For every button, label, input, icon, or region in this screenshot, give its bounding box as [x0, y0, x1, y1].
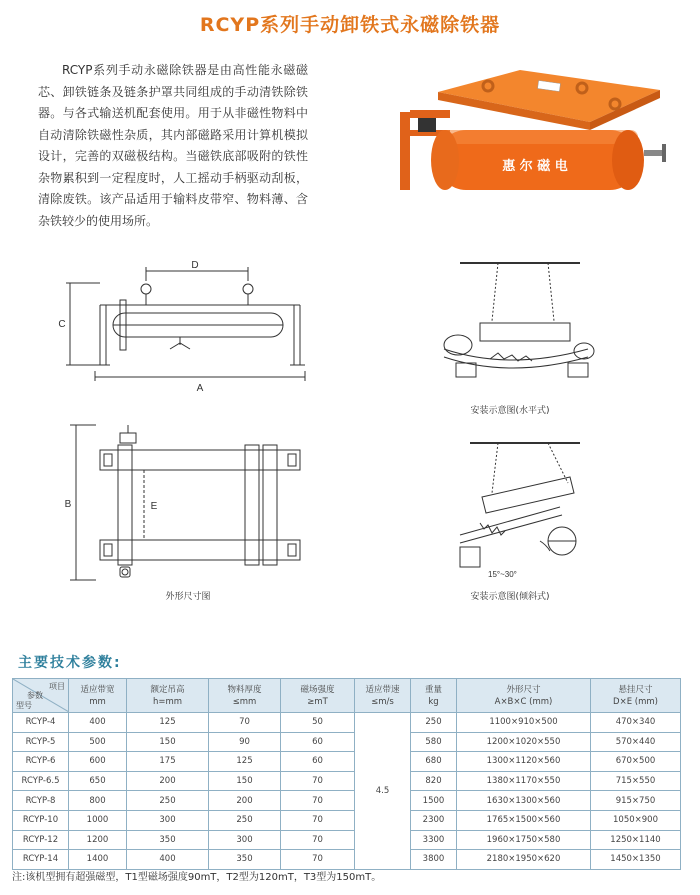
table-row: RCYP-10 1000 300 250 70 2300 1765×1500×560 1050×900: [13, 810, 681, 830]
page-title: RCYP系列手动卸铁式永磁除铁器: [199, 14, 501, 36]
caption-inclined: 安装示意图(倾斜式): [470, 592, 550, 602]
column-header: 适应带宽 mm: [69, 679, 127, 713]
horizontal-install-view: [444, 263, 594, 377]
frame-leg: [400, 112, 410, 190]
table-corner-header: 项目 参数 型号: [13, 679, 69, 713]
table-row: RCYP-8 800 250 200 70 1500 1630×1300×560 915×750: [13, 791, 681, 811]
caption-dimensions: 外形尺寸图: [165, 592, 211, 602]
table-row: RCYP-5 500 150 90 60 580 1200×1020×550 570×440: [13, 732, 681, 752]
table-row: RCYP-12 1200 350 300 70 3300 1960×1750×580 1250×1140: [13, 830, 681, 850]
chain-guard: [418, 118, 436, 132]
dim-label-b: B: [64, 499, 72, 510]
column-header: 重量 kg: [411, 679, 457, 713]
column-header: 悬挂尺寸 D×E (mm): [591, 679, 681, 713]
dim-label-c: C: [58, 319, 66, 330]
table-row: RCYP-4 400 125 70 50 4.5 250 1100×910×500 470×340: [13, 713, 681, 733]
column-header: 磁场强度 ≥mT: [281, 679, 355, 713]
section-heading: 主要技术参数:: [18, 655, 122, 671]
dim-label-e: E: [150, 501, 158, 512]
technical-drawings: [40, 245, 680, 615]
table-row: RCYP-6.5 650 200 150 70 820 1380×1170×550 715×550: [13, 771, 681, 791]
product-photo: [360, 52, 680, 212]
front-view: [66, 267, 305, 381]
intro-paragraph: RCYP系列手动永磁除铁器是由高性能永磁磁芯、卸铁链条及链条护罩共同组成的手动清铁除铁器。与各式输送机配套使用。用于从非磁性物料中自动清除铁磁性杂质，其内部磁路采用计算机模拟设计，完善的双磁极结构。当磁铁底部吸附的铁性杂物累积到一定程度时，人工摇动手柄驱动刮板，清除废铁。该产品适用于输料皮带窄、物料薄、含杂铁较少的使用场所。: [38, 63, 308, 228]
table-row: RCYP-14 1400 400 350 70 3800 2180×1950×620 1450×1350: [13, 850, 681, 870]
angle-label: 15°~30°: [488, 570, 517, 579]
footnote: 注:该机型拥有超强磁型，T1型磁场强度90mT，T2型为120mT，T3型为150mT。: [12, 872, 382, 883]
plan-view: [70, 425, 300, 580]
caption-horizontal: 安装示意图(水平式): [470, 406, 550, 416]
inclined-install-view: [460, 443, 580, 567]
dim-label-d: D: [191, 260, 199, 271]
dim-label-a: A: [196, 383, 204, 394]
column-header: 额定吊高 h=mm: [127, 679, 209, 713]
spec-table: [12, 678, 681, 870]
column-header: 适应带速 ≤m/s: [355, 679, 411, 713]
table-row: RCYP-6 600 175 125 60 680 1300×1120×560 670×500: [13, 752, 681, 772]
column-header: 物料厚度 ≤mm: [209, 679, 281, 713]
column-header: 外形尺寸 A×B×C (mm): [457, 679, 591, 713]
photo-label: 惠 尔 磁 电: [502, 159, 568, 174]
speed-cell: 4.5: [355, 713, 411, 870]
